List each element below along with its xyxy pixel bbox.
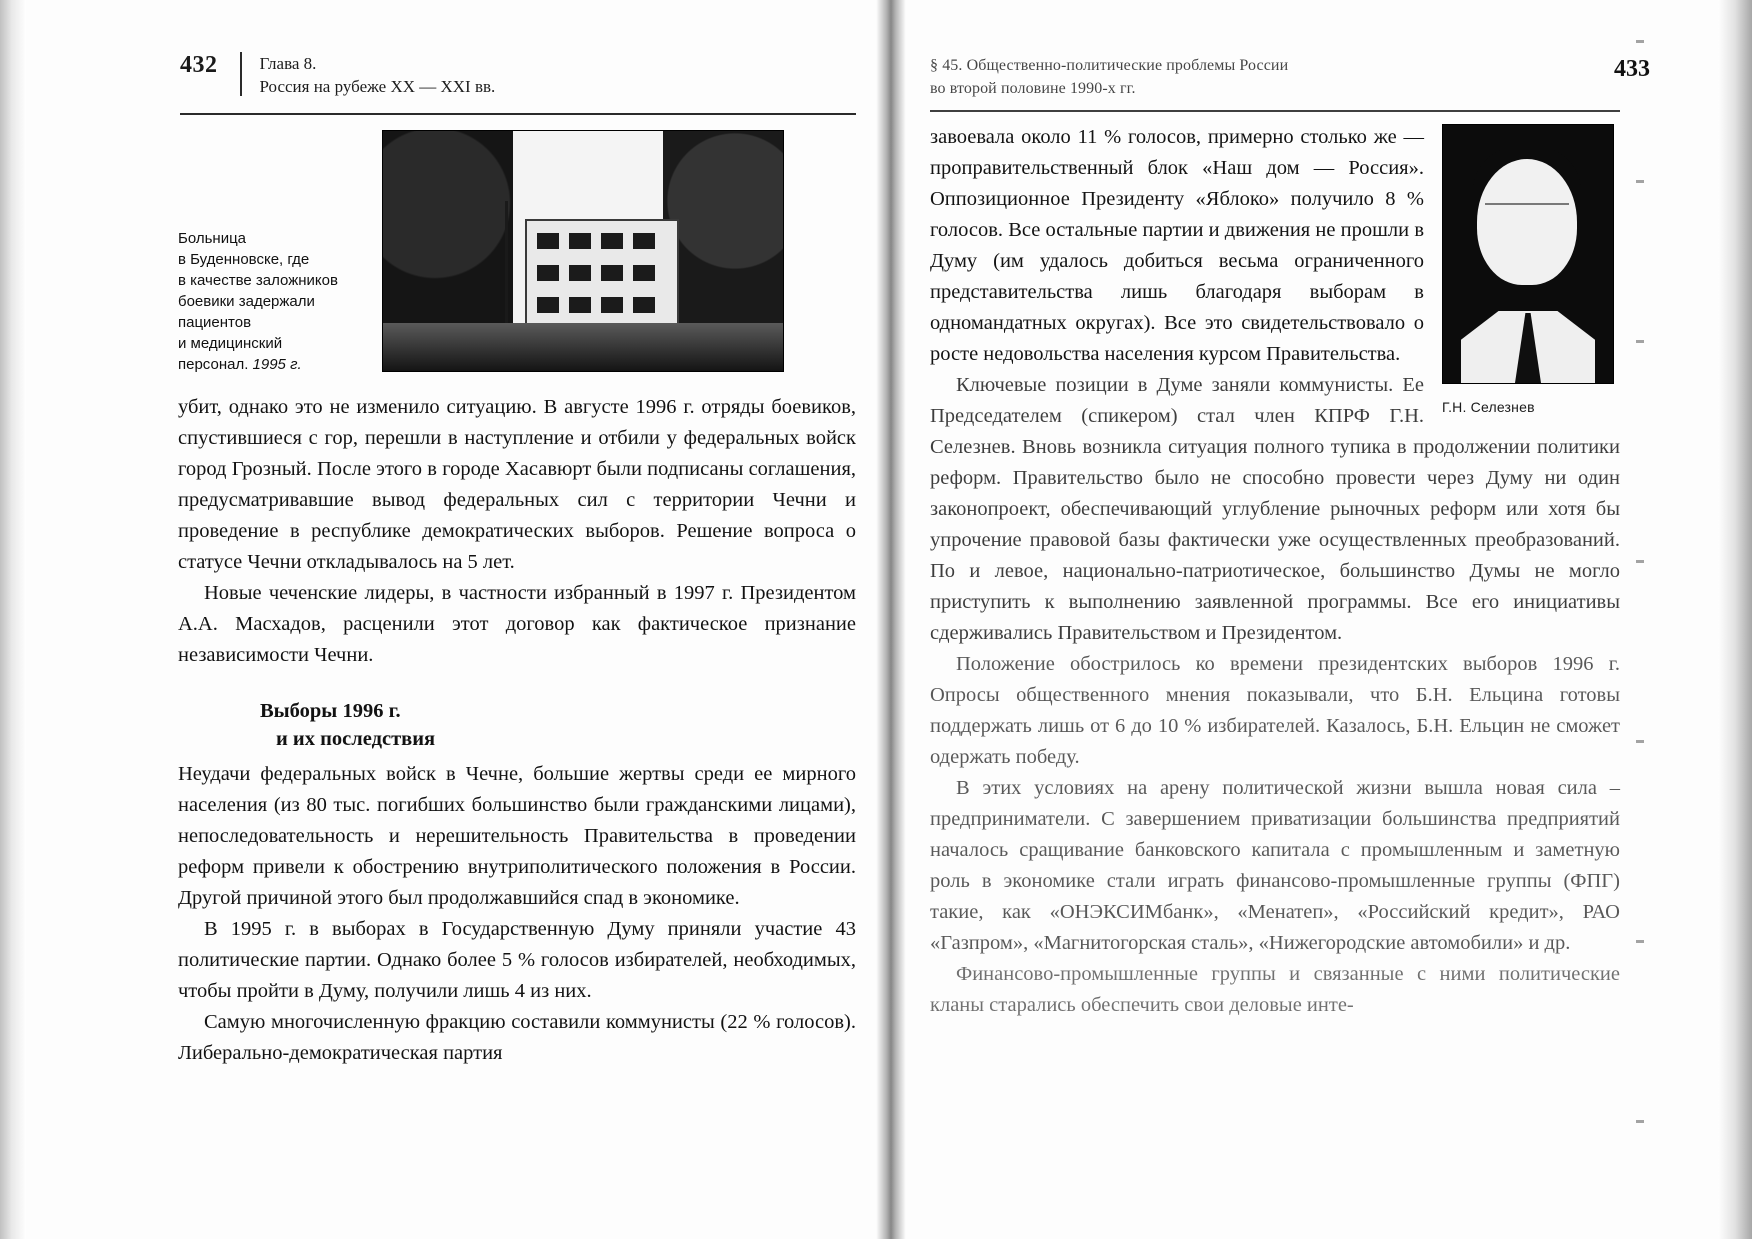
page-number-left: 432 — [180, 52, 218, 78]
figure-caption-text: Больница в Буденновске, где в качестве заложников боевики задержали пациентов и медицинский персонал. — [178, 230, 338, 373]
paragraph: Финансово-промышленные группы и связанные с ними политические кланы старались обеспечить свои деловые инте- — [930, 963, 1620, 1016]
left-page — [120, 0, 860, 1239]
right-page-header — [930, 54, 1490, 100]
paragraph: Самую многочисленную фракцию составили коммунисты (22 % голосов). Либерально-демократическая партия — [178, 1011, 856, 1064]
subheading-line-1: Выборы 1996 г. — [260, 700, 401, 722]
photo-pole — [505, 201, 508, 331]
paragraph: Неудачи федеральных войск в Чечне, большие жертвы среди ее мирного населения (из 80 тыс. погибших большинство были гражданскими лицами), непоследовательность и нерешительность Правительства в проведении реформ привели к обострению внутриполитического положения в России. Другой причиной этого был продолжавшийся спад в экономике. — [178, 763, 856, 909]
left-page-body — [178, 392, 856, 1069]
paragraph: Новые чеченские лидеры, в частности избранный в 1997 г. Президентом А.А. Масхадов, расценили этот договор как фактическое признание независимости Чечни. — [178, 582, 856, 666]
chapter-title-block — [260, 52, 496, 98]
book-gutter — [876, 0, 906, 1239]
subheading-line-2: и их последствия — [276, 728, 436, 750]
figure-caption-date: 1995 г. — [252, 356, 302, 373]
figure-caption-left — [178, 228, 378, 375]
photo-foreground-ground — [383, 323, 783, 371]
chapter-subtitle: Россия на рубеже XX — XXI вв. — [259, 77, 496, 96]
right-page — [930, 0, 1690, 1239]
header-underline-right — [930, 110, 1620, 112]
portrait-photo-selezniov — [1442, 124, 1614, 384]
photo-hospital-building — [525, 219, 679, 331]
portrait-glasses — [1485, 203, 1569, 219]
scan-edge-shadow-right — [1718, 0, 1752, 1239]
header-underline-left — [180, 113, 856, 115]
right-page-body — [930, 122, 1620, 1021]
paragraph: В 1995 г. в выборах в Государственную Думу приняли участие 43 политические партии. Однако более 5 % голосов избирателей, необходимых, чтобы пройти в Думу, получили лишь 4 из них. — [178, 918, 856, 1002]
paragraph: Ключевые позиции в Думе заняли коммунисты. Ее Председателем (спикером) стал член КПРФ Г.Н. Селезнев. Вновь возникла ситуация полного тупика в продолжении политики реформ. Правительство было не способно провести через Думу ни один законопроект, обеспечивающий углубление рыночных реформ или хотя бы упрочение правовой базы фактически уже осуществленных преобразований. По и левое, национально-патриотическое, большинство Думы не могло приступить к выполнению заявленной программы. Все его инициативы сдерживались Правительством и Президентом. — [930, 374, 1620, 644]
paragraph: В этих условиях на арену политической жизни вышла новая сила – предприниматели. С завершением приватизации большинства предприятий началось сращивание банковского капитала с промышленным и заметную роль в экономике стали играть финансово-промышленные группы (ФПГ) такие, как «ОНЭКСИМбанк», «Менатеп», «Российский кредит», РАО «Газпром», «Магнитогорская сталь», «Нижегородские автомобили» и др. — [930, 777, 1620, 954]
paragraph: убит, однако это не изменило ситуацию. В августе 1996 г. отряды боевиков, спустившиеся с гор, перешли в наступление и отбили у федеральных войск город Грозный. После этого в городе Хасавюрт были подписаны соглашения, предусматривавшие вывод федеральных сил с территории Чечни и проведение в республике демократических выборов. Решение вопроса о статусе Чечни откладывалось на 5 лет. — [178, 396, 856, 573]
figure-hospital-photo — [382, 130, 784, 372]
chapter-label: Глава 8. — [259, 54, 317, 73]
scan-edge-shadow-left — [0, 0, 26, 1239]
portrait-caption: Г.Н. Селезнев — [1442, 399, 1535, 415]
page-number-right: 433 — [1614, 56, 1650, 82]
left-page-header — [180, 52, 495, 98]
scan-edge-artifacts — [1636, 40, 1646, 1200]
section-header-line-1: § 45. Общественно-политические проблемы России — [930, 57, 1289, 74]
section-subheading — [178, 697, 856, 753]
paragraph: Положение обострилось ко времени президентских выборов 1996 г. Опросы общественного мнения показывали, что Б.Н. Ельцина готовы поддержать лишь от 6 до 10 % избирателей. Казалось, Б.Н. Ельцин не сможет одержать победу. — [930, 653, 1620, 768]
section-header-line-2: во второй половине 1990-х гг. — [930, 80, 1136, 97]
portrait-face — [1477, 159, 1577, 285]
paragraph: завоевала около 11 % голосов, примерно столько же — проправительственный блок «Наш дом — Россия». Оппозиционное Президенту «Яблоко» получило 8 % голосов. Все остальные партии и движения не прошли в Думу (им удалось добиться весьма ограниченного представительства лишь благодаря выборам в одномандатных округах). Все это свидетельствовало о росте недовольства населения курсом Правительства. — [930, 126, 1424, 365]
header-divider-rule — [240, 52, 242, 96]
photo-trees-right — [663, 131, 783, 331]
